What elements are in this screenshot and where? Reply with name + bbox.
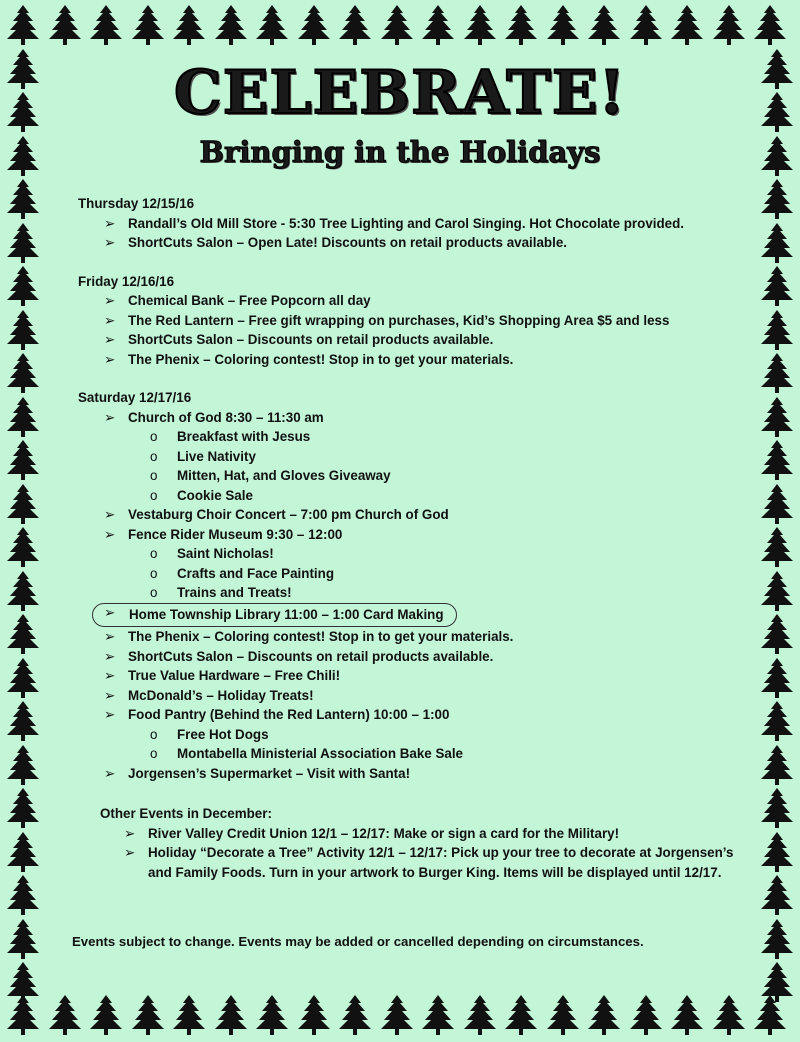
event-item: [78, 764, 758, 784]
christmas-tree-icon: [6, 178, 40, 220]
event-item: [78, 408, 758, 428]
circle-bullet-icon: o: [150, 487, 158, 503]
christmas-tree-icon: [338, 4, 372, 46]
sub-item: [78, 725, 758, 745]
arrow-bullet-icon: ➢: [104, 293, 116, 308]
christmas-tree-icon: [421, 4, 455, 46]
event-item: [78, 666, 758, 686]
arrow-bullet-icon: ➢: [124, 845, 136, 860]
christmas-tree-icon: [760, 526, 794, 568]
christmas-tree-icon: [172, 4, 206, 46]
christmas-tree-icon: [760, 961, 794, 1003]
christmas-tree-icon: [6, 961, 40, 1003]
sub-item-text: Montabella Ministerial Association Bake Sale: [177, 746, 464, 761]
sub-item: [78, 583, 758, 603]
event-text: True Value Hardware – Free Chili!: [128, 668, 341, 683]
arrow-bullet-icon: ➢: [104, 707, 116, 722]
arrow-bullet-icon: ➢: [104, 687, 116, 703]
arrow-bullet-icon: ➢: [104, 332, 116, 347]
christmas-tree-icon: [6, 831, 40, 873]
christmas-tree-icon: [760, 613, 794, 655]
christmas-tree-icon: [760, 439, 794, 481]
event-text: ShortCuts Salon – Open Late! Discounts on retail products available.: [128, 235, 567, 250]
page-subtitle: Bringing in the Holidays: [199, 135, 601, 169]
christmas-tree-icon: [6, 744, 40, 786]
event-text: Food Pantry (Behind the Red Lantern) 10:00 – 1:00: [128, 707, 450, 722]
christmas-tree-icon: [760, 352, 794, 394]
christmas-tree-icon: [670, 994, 704, 1036]
event-text: The Phenix – Coloring contest! Stop in to get your materials.: [128, 351, 514, 367]
christmas-tree-icon: [760, 178, 794, 220]
arrow-bullet-icon: ➢: [104, 604, 116, 620]
christmas-tree-icon: [760, 483, 794, 525]
christmas-tree-icon: [760, 222, 794, 264]
spacer: [78, 369, 758, 388]
arrow-bullet-icon: ➢: [104, 235, 116, 250]
event-text: Randall’s Old Mill Store - 5:30 Tree Lighting and Carol Singing. Hot Chocolate provided.: [128, 215, 685, 231]
sub-item: [78, 466, 758, 486]
christmas-tree-icon: [380, 994, 414, 1036]
sub-item-text: Live Nativity: [177, 448, 256, 464]
christmas-tree-icon: [546, 994, 580, 1036]
event-item: [78, 505, 758, 525]
circle-bullet-icon: o: [150, 585, 158, 600]
christmas-tree-icon: [6, 352, 40, 394]
christmas-tree-icon: [48, 4, 82, 46]
sub-item-text: Crafts and Face Painting: [177, 565, 334, 581]
sub-item-text: Free Hot Dogs: [177, 726, 269, 742]
christmas-tree-icon: [587, 4, 621, 46]
christmas-tree-icon: [760, 570, 794, 612]
sub-item-text: Cookie Sale: [177, 487, 253, 503]
day-heading: Friday 12/16/16: [78, 273, 175, 289]
christmas-tree-icon: [6, 396, 40, 438]
christmas-tree-icon: [760, 700, 794, 742]
christmas-tree-icon: [712, 4, 746, 46]
sub-item-text: Mitten, Hat, and Gloves Giveaway: [177, 468, 391, 483]
christmas-tree-icon: [760, 874, 794, 916]
christmas-tree-icon: [670, 4, 704, 46]
event-text: Chemical Bank – Free Popcorn all day: [128, 293, 371, 308]
christmas-tree-icon: [89, 994, 123, 1036]
christmas-tree-icon: [6, 787, 40, 829]
sub-item-text: Saint Nicholas!: [177, 546, 274, 561]
event-text: Jorgensen’s Supermarket – Visit with Santa!: [128, 765, 411, 781]
arrow-bullet-icon: ➢: [124, 825, 136, 841]
arrow-bullet-icon: ➢: [104, 215, 116, 231]
event-text: Home Township Library 11:00 – 1:00 Card Making: [92, 603, 457, 628]
christmas-tree-icon: [6, 874, 40, 916]
event-text: ShortCuts Salon – Discounts on retail products available.: [128, 332, 494, 347]
event-text: Fence Rider Museum 9:30 – 12:00: [128, 526, 343, 542]
christmas-tree-icon: [6, 657, 40, 699]
arrow-bullet-icon: ➢: [104, 765, 116, 781]
event-item: [78, 233, 758, 253]
event-text: Vestaburg Choir Concert – 7:00 pm Church of God: [128, 507, 449, 522]
sub-item: [78, 744, 758, 764]
event-item: [78, 627, 758, 647]
sub-item: [78, 427, 758, 447]
event-item: [78, 330, 758, 350]
christmas-tree-icon: [6, 700, 40, 742]
event-text: The Phenix – Coloring contest! Stop in to get your materials.: [128, 629, 514, 644]
circle-bullet-icon: o: [150, 746, 158, 761]
christmas-tree-icon: [546, 4, 580, 46]
christmas-tree-icon: [338, 994, 372, 1036]
page-title: CELEBRATE!: [174, 58, 626, 128]
other-event-text: River Valley Credit Union 12/1 – 12/17: Make or sign a card for the Military!: [148, 825, 620, 841]
event-text: McDonald’s – Holiday Treats!: [128, 687, 314, 703]
christmas-tree-icon: [131, 994, 165, 1036]
circle-bullet-icon: o: [150, 468, 158, 483]
christmas-tree-icon: [6, 265, 40, 307]
christmas-tree-icon: [131, 4, 165, 46]
sub-item-text: Breakfast with Jesus: [177, 429, 311, 444]
christmas-tree-icon: [297, 994, 331, 1036]
circle-bullet-icon: o: [150, 546, 158, 561]
christmas-tree-icon: [6, 526, 40, 568]
event-item: [78, 705, 758, 725]
christmas-tree-icon: [6, 483, 40, 525]
arrow-bullet-icon: ➢: [104, 629, 116, 644]
sub-item: [78, 544, 758, 564]
sub-item: [78, 486, 758, 506]
christmas-tree-icon: [89, 4, 123, 46]
day-heading: Saturday 12/17/16: [78, 390, 192, 405]
spacer: [78, 783, 758, 802]
event-text: ShortCuts Salon – Discounts on retail products available.: [128, 648, 494, 664]
other-events-heading: Other Events in December:: [100, 806, 272, 821]
circle-bullet-icon: o: [150, 429, 158, 444]
christmas-tree-icon: [504, 994, 538, 1036]
christmas-tree-icon: [172, 994, 206, 1036]
event-item: [78, 686, 758, 706]
christmas-tree-icon: [753, 4, 787, 46]
sub-item: [78, 447, 758, 467]
christmas-tree-icon: [214, 4, 248, 46]
christmas-tree-icon: [760, 657, 794, 699]
christmas-tree-icon: [214, 994, 248, 1036]
christmas-tree-icon: [255, 4, 289, 46]
christmas-tree-icon: [463, 994, 497, 1036]
christmas-tree-icon: [6, 570, 40, 612]
christmas-tree-icon: [421, 994, 455, 1036]
event-item: [78, 603, 758, 628]
event-item: [78, 214, 758, 234]
christmas-tree-icon: [297, 4, 331, 46]
event-item: [78, 525, 758, 545]
event-item: [78, 311, 758, 331]
arrow-bullet-icon: ➢: [104, 526, 116, 542]
day-heading: Thursday 12/15/16: [78, 196, 195, 211]
arrow-bullet-icon: ➢: [104, 648, 116, 664]
arrow-bullet-icon: ➢: [104, 351, 116, 367]
event-item: [78, 291, 758, 311]
sub-item-text: Trains and Treats!: [177, 585, 292, 600]
christmas-tree-icon: [629, 994, 663, 1036]
christmas-tree-icon: [6, 4, 40, 46]
event-text: The Red Lantern – Free gift wrapping on purchases, Kid’s Shopping Area $5 and less: [128, 312, 670, 328]
christmas-tree-icon: [6, 309, 40, 351]
event-text: Church of God 8:30 – 11:30 am: [128, 409, 324, 425]
christmas-tree-icon: [48, 994, 82, 1036]
arrow-bullet-icon: ➢: [104, 507, 116, 522]
christmas-tree-icon: [6, 613, 40, 655]
christmas-tree-icon: [463, 4, 497, 46]
christmas-tree-icon: [255, 994, 289, 1036]
other-event-item: [78, 824, 758, 844]
event-item: [78, 647, 758, 667]
arrow-bullet-icon: ➢: [104, 409, 116, 425]
arrow-bullet-icon: ➢: [104, 668, 116, 683]
other-event-text: Holiday “Decorate a Tree” Activity 12/1 – 12/17: Pick up your tree to decorate at Jorgensen’s and Family Foods. Turn in your artwork to Burger King. Items will be displayed until 12/17.: [148, 845, 734, 880]
christmas-tree-icon: [760, 787, 794, 829]
christmas-tree-icon: [760, 265, 794, 307]
circle-bullet-icon: o: [150, 448, 158, 464]
christmas-tree-icon: [6, 439, 40, 481]
circle-bullet-icon: o: [150, 726, 158, 742]
arrow-bullet-icon: ➢: [104, 312, 116, 328]
event-list: [78, 194, 758, 882]
christmas-tree-icon: [6, 222, 40, 264]
christmas-tree-icon: [629, 4, 663, 46]
christmas-tree-icon: [587, 994, 621, 1036]
spacer: [78, 253, 758, 272]
christmas-tree-icon: [760, 396, 794, 438]
christmas-tree-icon: [760, 744, 794, 786]
christmas-tree-icon: [504, 4, 538, 46]
event-item: [78, 350, 758, 370]
sub-item: [78, 564, 758, 584]
christmas-tree-icon: [6, 918, 40, 960]
other-event-item: [78, 843, 758, 882]
christmas-tree-icon: [760, 831, 794, 873]
footer-note: Events subject to change. Events may be added or cancelled depending on circumstances.: [72, 934, 644, 949]
christmas-tree-icon: [760, 309, 794, 351]
circle-bullet-icon: o: [150, 565, 158, 581]
christmas-tree-icon: [380, 4, 414, 46]
christmas-tree-icon: [712, 994, 746, 1036]
